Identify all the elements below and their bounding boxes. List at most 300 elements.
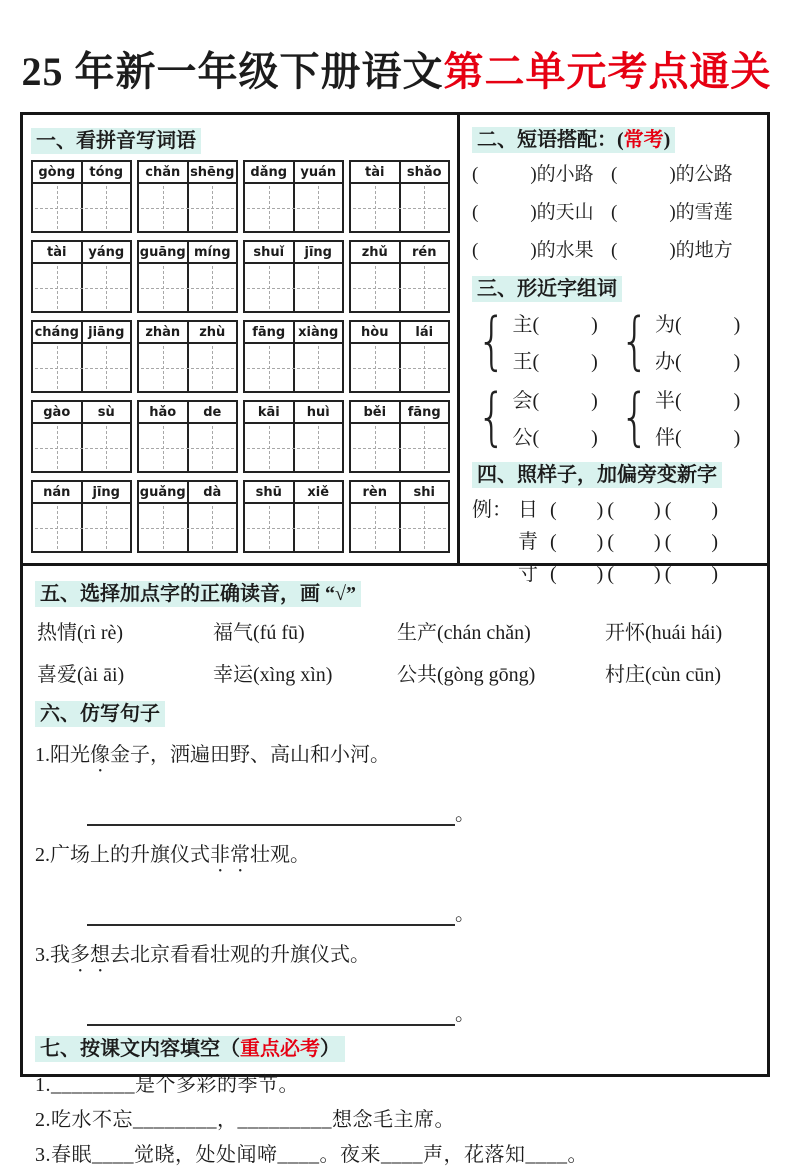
- pinyin-word-group: [243, 240, 344, 313]
- pair-line: [512, 308, 597, 337]
- character-writing-cell: [139, 424, 187, 471]
- pinyin-header: [139, 402, 236, 424]
- pronunciation-item: 村庄(cùn cūn): [605, 664, 722, 686]
- character-writing-cell: [245, 504, 293, 551]
- brace-icon: {: [476, 303, 507, 377]
- paren-close: ): [711, 563, 719, 585]
- course-text-blank-item: 2.吃水不忘________，_________想念毛主席。: [35, 1109, 455, 1131]
- sentence-post: 壮观。: [250, 844, 310, 866]
- section3-heading: [472, 272, 757, 301]
- paren-close: ): [669, 202, 676, 223]
- pinyin-writing-grid: [31, 160, 450, 553]
- pinyin-word-group: [137, 160, 238, 233]
- writing-cells: [245, 504, 342, 551]
- sentence-dotted-word: 像: [90, 744, 110, 766]
- character-writing-cell: [351, 264, 399, 311]
- paren-open: (: [674, 351, 682, 373]
- character-writing-cell: [33, 504, 81, 551]
- pinyin-word-group: [137, 240, 238, 313]
- writing-cells: [33, 184, 130, 231]
- answer-line: [87, 1006, 455, 1026]
- section2-tag: 常考: [623, 129, 664, 151]
- pinyin-word-group: [243, 480, 344, 553]
- pair-char: 伴: [654, 427, 675, 449]
- writing-cells: [139, 264, 236, 311]
- pinyin-header: [139, 482, 236, 504]
- pinyin-syllable: guǎng: [139, 485, 186, 500]
- brace-icon: {: [476, 379, 507, 453]
- pinyin-syllable: yuán: [293, 162, 343, 182]
- writing-cells: [351, 504, 448, 551]
- section7-heading-black: 七、按课文内容填空: [40, 1038, 220, 1060]
- section7-paren-close: ）: [320, 1038, 340, 1060]
- pair-char: 半: [654, 390, 675, 412]
- phrase-suffix: 的地方: [675, 240, 733, 261]
- paren-open: (: [674, 427, 682, 449]
- phrase-suffix: 的小路: [536, 164, 594, 185]
- pinyin-word-group: [31, 160, 132, 233]
- pinyin-word-group: [137, 320, 238, 393]
- pinyin-header: [245, 482, 342, 504]
- pinyin-syllable: míng: [187, 242, 237, 262]
- pair-line: [655, 345, 740, 374]
- section5-heading-text: 五、选择加点字的正确读音，画 “√”: [35, 581, 361, 607]
- new-char-blank: [607, 526, 660, 558]
- character-writing-cell: [33, 424, 81, 471]
- paren-close: ): [711, 531, 719, 553]
- writing-cells: [139, 424, 236, 471]
- writing-cells: [245, 424, 342, 471]
- pinyin-header: [351, 402, 448, 424]
- pinyin-syllable: fāng: [252, 325, 286, 340]
- character-writing-cell: [399, 344, 449, 391]
- paren-close: ): [591, 427, 598, 449]
- section1-heading: [31, 124, 450, 153]
- pronunciation-item: 开怀(huái hái): [605, 622, 723, 644]
- sentence-imitation-blocks: [35, 738, 753, 1026]
- character-writing-cell: [81, 344, 131, 391]
- paren-close: ): [596, 563, 604, 585]
- pinyin-syllable: zhù: [187, 322, 237, 342]
- course-text-blank-item: 1.________是个多彩的季节。: [35, 1074, 299, 1096]
- pinyin-word-group: [137, 400, 238, 473]
- pinyin-header: [245, 402, 342, 424]
- phrase-suffix: 的水果: [536, 240, 594, 261]
- writing-cells: [245, 264, 342, 311]
- worksheet-body: [20, 112, 770, 1166]
- answer-period: 。: [455, 803, 475, 825]
- top-two-column-area: [23, 115, 767, 585]
- pinyin-syllable: gào: [43, 405, 71, 420]
- section2-heading-prefix: 二、短语搭配：: [477, 129, 617, 151]
- pinyin-header: [33, 242, 130, 264]
- answer-line: [87, 906, 455, 926]
- phrase-matching-grid: [472, 159, 757, 262]
- pinyin-syllable: shi: [399, 482, 449, 502]
- character-writing-cell: [81, 264, 131, 311]
- paren-open: (: [532, 314, 540, 336]
- pinyin-syllable: de: [187, 402, 237, 422]
- sentence-post: 去北京看看壮观的升旗仪式。: [110, 944, 370, 966]
- new-char-blank: [607, 494, 660, 526]
- pair-char: 王: [512, 351, 533, 373]
- title-black: 25 年新一年级下册语文: [21, 49, 444, 94]
- pinyin-syllable: jīng: [81, 482, 131, 502]
- answer-line: [87, 806, 455, 826]
- pair-lines: [655, 308, 740, 374]
- pinyin-header: [351, 482, 448, 504]
- paren-open: (: [532, 351, 540, 373]
- sentence-pre: 我: [50, 944, 70, 966]
- pair-line: [512, 384, 597, 413]
- section2-paren-close: ): [663, 129, 671, 151]
- character-writing-cell: [81, 424, 131, 471]
- character-writing-cell: [187, 504, 237, 551]
- paren-close: ): [733, 427, 741, 449]
- example-label: 例：: [472, 499, 512, 521]
- paren-open: (: [674, 314, 682, 336]
- pair-line: [655, 308, 740, 337]
- pinyin-syllable: tài: [47, 245, 67, 260]
- pinyin-syllable: zhǔ: [361, 245, 388, 260]
- bottom-full-width-area: [23, 566, 767, 1173]
- new-char-blank: [607, 558, 660, 590]
- character-writing-cell: [399, 424, 449, 471]
- paren-open: (: [611, 202, 618, 223]
- character-writing-cell: [139, 344, 187, 391]
- pinyin-word-group: [349, 240, 450, 313]
- pinyin-syllable: shēng: [187, 162, 237, 182]
- paren-close: ): [596, 499, 604, 521]
- writing-cells: [139, 344, 236, 391]
- writing-cells: [139, 184, 236, 231]
- new-char-blank: [550, 494, 603, 526]
- sentence-dotted-word: 多想: [70, 944, 110, 966]
- answer-period: 。: [455, 903, 475, 925]
- pinyin-syllable: zhàn: [145, 325, 181, 340]
- pinyin-syllable: běi: [363, 405, 387, 420]
- model-sentence: [35, 938, 753, 977]
- pair-char: 会: [512, 390, 533, 412]
- section6-heading-text: 六、仿写句子: [35, 701, 165, 727]
- pair-line: [655, 421, 740, 450]
- character-writing-cell: [245, 264, 293, 311]
- new-char-blank: [550, 558, 603, 590]
- pinyin-syllable: jīng: [293, 242, 343, 262]
- pair-lines: [512, 384, 597, 450]
- paren-open: (: [607, 499, 615, 521]
- paren-open: (: [674, 390, 682, 412]
- model-sentence: [35, 838, 753, 877]
- pinyin-word-group: [31, 480, 132, 553]
- answer-area: [87, 897, 753, 926]
- sentence-dotted-word: 非常: [210, 844, 250, 866]
- pinyin-header: [33, 402, 130, 424]
- section2-heading-text: [472, 127, 675, 153]
- paren-open: (: [611, 164, 618, 185]
- section1-heading-text: 一、看拼音写词语: [31, 128, 201, 154]
- pair-lines: [655, 384, 740, 450]
- character-writing-cell: [33, 264, 81, 311]
- paren-close: ): [530, 240, 537, 261]
- pinyin-header: [139, 322, 236, 344]
- pronunciation-item: 喜爱(ài āi): [37, 664, 125, 686]
- pair-blank: [532, 351, 597, 373]
- character-writing-cell: [187, 424, 237, 471]
- paren-open: (: [664, 499, 672, 521]
- pinyin-syllable: shuǐ: [253, 245, 285, 260]
- character-writing-cell: [245, 424, 293, 471]
- paren-open: (: [607, 531, 615, 553]
- example-label: [472, 526, 518, 558]
- pinyin-word-group: [243, 160, 344, 233]
- paren-open: (: [472, 202, 479, 223]
- character-writing-cell: [351, 424, 399, 471]
- pinyin-header: [245, 322, 342, 344]
- sentence-number: 1.: [35, 744, 50, 766]
- pinyin-word-group: [31, 320, 132, 393]
- pinyin-syllable: chǎn: [145, 165, 181, 180]
- character-writing-cell: [399, 184, 449, 231]
- pair-line: [655, 384, 740, 413]
- right-column: [460, 115, 767, 585]
- character-writing-cell: [351, 184, 399, 231]
- paren-close: ): [733, 351, 741, 373]
- pinyin-syllable: shǎo: [399, 162, 449, 182]
- radical-new-char-rows: [472, 494, 757, 590]
- writing-cells: [139, 504, 236, 551]
- section4-heading: [472, 458, 757, 487]
- phrase-blank: [611, 202, 676, 223]
- pronunciation-choice-grid: [37, 616, 753, 687]
- pair-lines: [512, 308, 597, 374]
- pair-blank: [532, 314, 597, 336]
- paren-close: ): [711, 499, 719, 521]
- writing-cells: [351, 344, 448, 391]
- section7-heading-text: [35, 1036, 345, 1062]
- pinyin-syllable: tài: [365, 165, 385, 180]
- sentence-number: 2.: [35, 844, 50, 866]
- pronunciation-item: 热情(rì rè): [37, 622, 124, 644]
- character-writing-cell: [139, 184, 187, 231]
- paren-close: ): [654, 531, 661, 553]
- phrase-blank: [472, 164, 537, 185]
- paren-close: ): [733, 314, 741, 336]
- paren-close: ): [591, 314, 598, 336]
- character-writing-cell: [351, 344, 399, 391]
- radical-row: [472, 558, 757, 590]
- character-writing-cell: [293, 424, 343, 471]
- sentence-number: 3.: [35, 944, 50, 966]
- writing-cells: [33, 504, 130, 551]
- pair-blank: [675, 351, 740, 373]
- new-char-blank: [550, 526, 603, 558]
- pinyin-word-group: [243, 400, 344, 473]
- pair-blank: [532, 390, 597, 412]
- character-writing-cell: [399, 504, 449, 551]
- phrase-blank: [611, 164, 676, 185]
- pinyin-syllable: shū: [255, 485, 282, 500]
- paren-open: (: [664, 531, 672, 553]
- pinyin-header: [351, 162, 448, 184]
- pinyin-word-group: [31, 240, 132, 313]
- pinyin-section: [23, 115, 460, 563]
- pinyin-syllable: hǎo: [149, 405, 177, 420]
- pronunciation-item: 公共(gòng gōng): [397, 664, 536, 686]
- character-writing-cell: [293, 344, 343, 391]
- title-red: 第二单元考点通关: [443, 49, 772, 94]
- pinyin-word-group: [349, 400, 450, 473]
- phrase-blank: [472, 202, 537, 223]
- pinyin-syllable: cháng: [34, 325, 79, 340]
- similar-char-pair: [615, 379, 758, 453]
- pinyin-header: [33, 162, 130, 184]
- character-writing-cell: [187, 344, 237, 391]
- paren-open: (: [607, 563, 615, 585]
- pinyin-syllable: xiě: [293, 482, 343, 502]
- pinyin-syllable: rèn: [362, 485, 387, 500]
- paren-close: ): [669, 240, 676, 261]
- pinyin-syllable: sù: [81, 402, 131, 422]
- pinyin-syllable: nán: [43, 485, 71, 500]
- writing-cells: [351, 424, 448, 471]
- answer-period: 。: [455, 1003, 475, 1025]
- pair-blank: [675, 390, 740, 412]
- character-writing-cell: [187, 184, 237, 231]
- pair-blank: [532, 427, 597, 449]
- sentence-pre: 广场上的升旗仪式: [50, 844, 210, 866]
- character-writing-cell: [293, 504, 343, 551]
- character-writing-cell: [293, 264, 343, 311]
- writing-cells: [245, 184, 342, 231]
- character-writing-cell: [81, 504, 131, 551]
- pronunciation-item: 福气(fú fū): [213, 622, 305, 644]
- section7-heading: [35, 1032, 753, 1061]
- pinyin-syllable: jiāng: [81, 322, 131, 342]
- paren-open: (: [532, 427, 540, 449]
- new-char-blank: [665, 494, 718, 526]
- brace-icon: {: [619, 303, 650, 377]
- pinyin-syllable: dǎng: [250, 165, 288, 180]
- pinyin-word-group: [349, 160, 450, 233]
- section7-tag: 重点必考: [240, 1038, 320, 1060]
- paren-close: ): [530, 202, 537, 223]
- pinyin-syllable: kāi: [257, 405, 280, 420]
- base-character: 青: [518, 531, 538, 553]
- pinyin-header: [245, 162, 342, 184]
- paren-open: (: [472, 240, 479, 261]
- pinyin-word-group: [137, 480, 238, 553]
- phrase-suffix: 的公路: [675, 164, 733, 185]
- pinyin-syllable: dà: [187, 482, 237, 502]
- phrase-item: [611, 159, 757, 186]
- paren-close: ): [530, 164, 537, 185]
- radical-row: [472, 494, 757, 526]
- answer-area: [87, 997, 753, 1026]
- radical-row: [472, 526, 757, 558]
- section2-heading: [472, 123, 757, 152]
- character-writing-cell: [399, 264, 449, 311]
- pair-char: 公: [512, 427, 533, 449]
- character-writing-cell: [81, 184, 131, 231]
- base-character: 日: [518, 499, 538, 521]
- phrase-item: [472, 197, 611, 224]
- pair-line: [512, 421, 597, 450]
- section7-paren-open: （: [220, 1038, 240, 1060]
- sentence-pre: 阳光: [50, 744, 90, 766]
- pinyin-word-group: [31, 400, 132, 473]
- phrase-item: [611, 235, 757, 262]
- phrase-blank: [611, 240, 676, 261]
- pinyin-header: [139, 242, 236, 264]
- paren-open: (: [532, 390, 540, 412]
- paren-close: ): [733, 390, 741, 412]
- phrase-item: [472, 235, 611, 262]
- pair-blank: [675, 314, 740, 336]
- writing-cells: [245, 344, 342, 391]
- paren-open: (: [611, 240, 618, 261]
- character-writing-cell: [33, 344, 81, 391]
- paren-close: ): [654, 563, 661, 585]
- character-writing-cell: [351, 504, 399, 551]
- new-char-blank: [665, 526, 718, 558]
- pinyin-header: [245, 242, 342, 264]
- writing-cells: [33, 344, 130, 391]
- paren-close: ): [654, 499, 661, 521]
- similar-char-grid: [472, 303, 757, 453]
- paren-open: (: [664, 563, 672, 585]
- phrase-suffix: 的雪莲: [675, 202, 733, 223]
- character-writing-cell: [139, 504, 187, 551]
- pinyin-syllable: guāng: [139, 245, 186, 260]
- pinyin-syllable: yáng: [81, 242, 131, 262]
- paren-open: (: [472, 164, 479, 185]
- pair-line: [512, 345, 597, 374]
- brace-icon: {: [619, 379, 650, 453]
- writing-cells: [33, 264, 130, 311]
- character-writing-cell: [245, 184, 293, 231]
- writing-cells: [351, 184, 448, 231]
- pinyin-syllable: hòu: [361, 325, 389, 340]
- paren-close: ): [591, 351, 598, 373]
- pronunciation-item: 幸运(xìng xìn): [213, 664, 333, 686]
- section2-paren-open: (: [617, 129, 624, 151]
- similar-char-pair: [472, 303, 615, 377]
- pinyin-syllable: tóng: [81, 162, 131, 182]
- paren-open: (: [550, 531, 557, 553]
- answer-area: [87, 797, 753, 826]
- model-sentence: [35, 738, 753, 777]
- pair-blank: [675, 427, 740, 449]
- phrase-suffix: 的天山: [536, 202, 594, 223]
- writing-cells: [351, 264, 448, 311]
- pinyin-word-group: [243, 320, 344, 393]
- pinyin-word-group: [349, 480, 450, 553]
- pinyin-syllable: gòng: [38, 165, 76, 180]
- base-character: 寸: [518, 563, 538, 585]
- pinyin-word-group: [349, 320, 450, 393]
- paren-close: ): [591, 390, 598, 412]
- sentence-post: 金子，洒遍田野、高山和小河。: [110, 744, 390, 766]
- pinyin-header: [33, 482, 130, 504]
- pair-char: 为: [654, 314, 675, 336]
- character-writing-cell: [33, 184, 81, 231]
- writing-cells: [33, 424, 130, 471]
- pinyin-syllable: fāng: [399, 402, 449, 422]
- paren-open: (: [550, 563, 557, 585]
- character-writing-cell: [187, 264, 237, 311]
- character-writing-cell: [293, 184, 343, 231]
